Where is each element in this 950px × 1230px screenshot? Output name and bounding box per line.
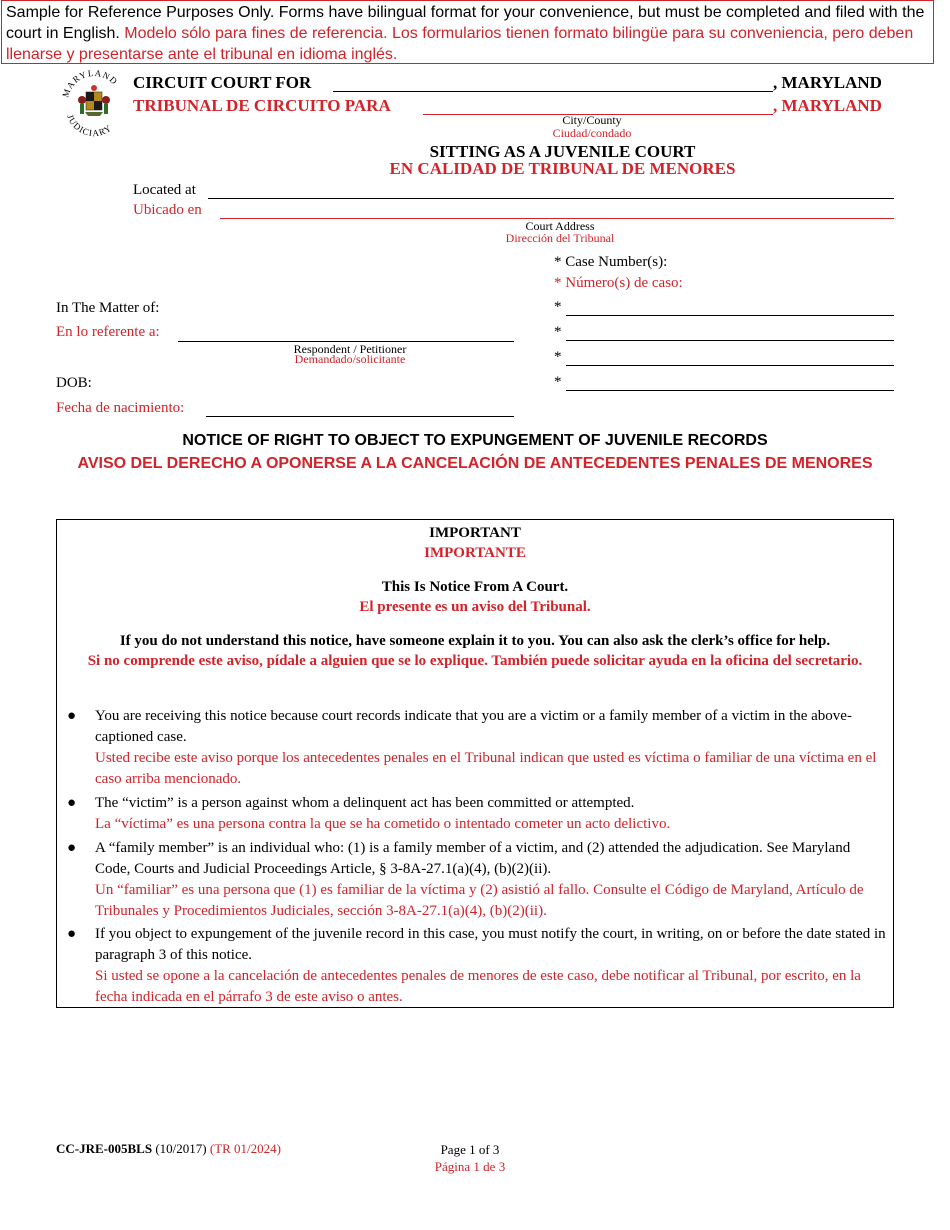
court-notice-es: El presente es un aviso del Tribunal. — [359, 599, 591, 615]
case-numbers-text-en: Case Number(s): — [565, 254, 668, 270]
city-county-caption-en: City/County — [562, 113, 622, 127]
state-label-en: , MARYLAND — [773, 73, 882, 92]
court-address-caption-es: Dirección del Tribunal — [505, 231, 615, 245]
sample-notice-english: Sample for Reference Purposes Only. Forms have bilingual format for your convenience, but must be completed and filed with the court in English. — [6, 4, 925, 42]
bullet-text-es: Usted recibe este aviso porque los antecedentes penales en el Tribunal indican que usted es víctima o familiar de una víctima en el caso arriba mencionado. — [95, 750, 877, 787]
notice-title-es: AVISO DEL DERECHO A OPONERSE A LA CANCELACIÓN DE ANTECEDENTES PENALES DE MENORES — [77, 455, 873, 472]
court-address-line[interactable] — [208, 198, 894, 199]
page-number — [380, 1141, 560, 1175]
sample-notice-banner — [1, 0, 934, 64]
sitting-as-juvenile-court-es: EN CALIDAD DE TRIBUNAL DE MENORES — [389, 159, 736, 178]
help-text-en: If you do not understand this notice, have someone explain it to you. You can also ask the clerk’s office for help. — [119, 633, 831, 649]
maryland-judiciary-seal — [58, 66, 130, 142]
form-number — [56, 1141, 281, 1157]
case-numbers-label-en — [554, 254, 667, 271]
sitting-as-juvenile-court-en: SITTING AS A JUVENILE COURT — [429, 142, 696, 161]
seal-emblem-icon — [58, 66, 130, 142]
sample-notice-spanish: Modelo sólo para fines de referencia. Los formularios tienen formato bilingüe para su conveniencia, pero deben llenarse y presentarse ante el tribunal en idioma inglés. — [6, 25, 914, 63]
form-id: CC-JRE-005BLS — [56, 1141, 153, 1156]
state-label-es: , MARYLAND — [773, 96, 882, 115]
page-number-en: Page 1 of 3 — [440, 1142, 500, 1157]
located-at-label-en: Located at — [133, 182, 196, 198]
case-number-line-1[interactable] — [566, 315, 894, 316]
case-asterisk-4: * — [554, 374, 562, 390]
seal-bottom-text: JUDICIARY — [65, 113, 114, 139]
bullet-text-en: You are receiving this notice because court records indicate that you are a victim or a family member of a victim in the above-captioned case. — [95, 708, 852, 745]
case-number-line-4[interactable] — [566, 390, 894, 391]
respondent-caption-es: Demandado/solicitante — [294, 352, 406, 366]
case-numbers-label-es — [554, 275, 683, 292]
court-label-es: TRIBUNAL DE CIRCUITO PARA — [133, 96, 391, 115]
case-asterisk: * — [554, 254, 562, 270]
help-text-es: Si no comprende este aviso, pídale a alguien que se lo explique. También puede solicitar ayuda en la oficina del secretario. — [87, 653, 863, 669]
in-the-matter-label-en: In The Matter of: — [56, 300, 160, 316]
bullet-text-es: Un “familiar” es una persona que (1) es familiar de la víctima y (2) asistió al fallo. Consulte el Código de Maryland, Artículo de Tribunales y Procedimientos Judiciales, sección 3-8A-27.1(a)(4), (b)(2)(ii). — [95, 882, 864, 919]
bullet-item-3 — [67, 838, 887, 922]
notice-title — [40, 429, 910, 475]
form-revision: (10/2017) — [155, 1141, 207, 1156]
dob-label-en: DOB: — [56, 375, 92, 391]
case-asterisk-es: * — [554, 275, 562, 291]
dob-line[interactable] — [206, 416, 514, 417]
case-number-line-3[interactable] — [566, 365, 894, 366]
important-heading-en: IMPORTANT — [429, 525, 521, 541]
case-asterisk-3: * — [554, 349, 562, 365]
bullet-text-es: Si usted se opone a la cancelación de antecedentes penales de menores de este caso, debe notificar al Tribunal, por escrito, en la fecha indicada en el párrafo 3 de este aviso o antes. — [95, 968, 861, 1005]
court-label-en: CIRCUIT COURT FOR — [133, 73, 312, 92]
in-the-matter-label-es: En lo referente a: — [56, 324, 160, 340]
bullet-text-en: If you object to expungement of the juvenile record in this case, you must notify the court, in writing, on or before the date stated in paragraph 3 of this notice. — [95, 926, 886, 963]
located-at-label-es: Ubicado en — [133, 202, 202, 218]
court-notice-en: This Is Notice From A Court. — [381, 579, 569, 595]
important-heading-es: IMPORTANTE — [424, 545, 526, 561]
bullet-icon: ● — [67, 795, 77, 811]
bullet-item-2 — [67, 793, 887, 835]
page-number-es: Página 1 de 3 — [434, 1159, 506, 1174]
bullet-icon: ● — [67, 926, 77, 942]
city-county-caption-es: Ciudad/condado — [552, 126, 632, 140]
notice-title-en: NOTICE OF RIGHT TO OBJECT TO EXPUNGEMENT OF JUVENILE RECORDS — [182, 432, 768, 449]
bullet-text-en: The “victim” is a person against whom a delinquent act has been committed or attempted. — [95, 795, 635, 811]
bullet-item-4 — [67, 924, 887, 1008]
court-name-line[interactable] — [333, 91, 773, 92]
bullet-icon: ● — [67, 840, 77, 856]
case-numbers-text-es: Número(s) de caso: — [565, 275, 683, 291]
bullet-item-1 — [67, 706, 887, 790]
case-number-line-2[interactable] — [566, 340, 894, 341]
case-asterisk-2: * — [554, 324, 562, 340]
bullet-text-es: La “víctima” es una persona contra la que se ha cometido o intentado cometer un acto delictivo. — [95, 816, 671, 832]
seal-top-text: MARYLAND — [60, 67, 120, 99]
svg-text:JUDICIARY — [65, 113, 114, 138]
respondent-caption-en: Respondent / Petitioner — [293, 342, 407, 356]
dob-label-es: Fecha de nacimiento: — [56, 400, 185, 416]
bullet-icon: ● — [67, 708, 77, 724]
case-asterisk-1: * — [554, 299, 562, 315]
court-address-caption-en: Court Address — [525, 219, 595, 233]
important-notice-box — [56, 519, 894, 1008]
bullet-text-en: A “family member” is an individual who: (1) is a family member of a victim, and (2) attended the adjudication. See Maryland Code, Courts and Judicial Proceedings Article, § 3-8A-27.1(a)(4), (b)(2)(ii). — [95, 840, 851, 877]
form-translation-revision: (TR 01/2024) — [209, 1141, 281, 1156]
